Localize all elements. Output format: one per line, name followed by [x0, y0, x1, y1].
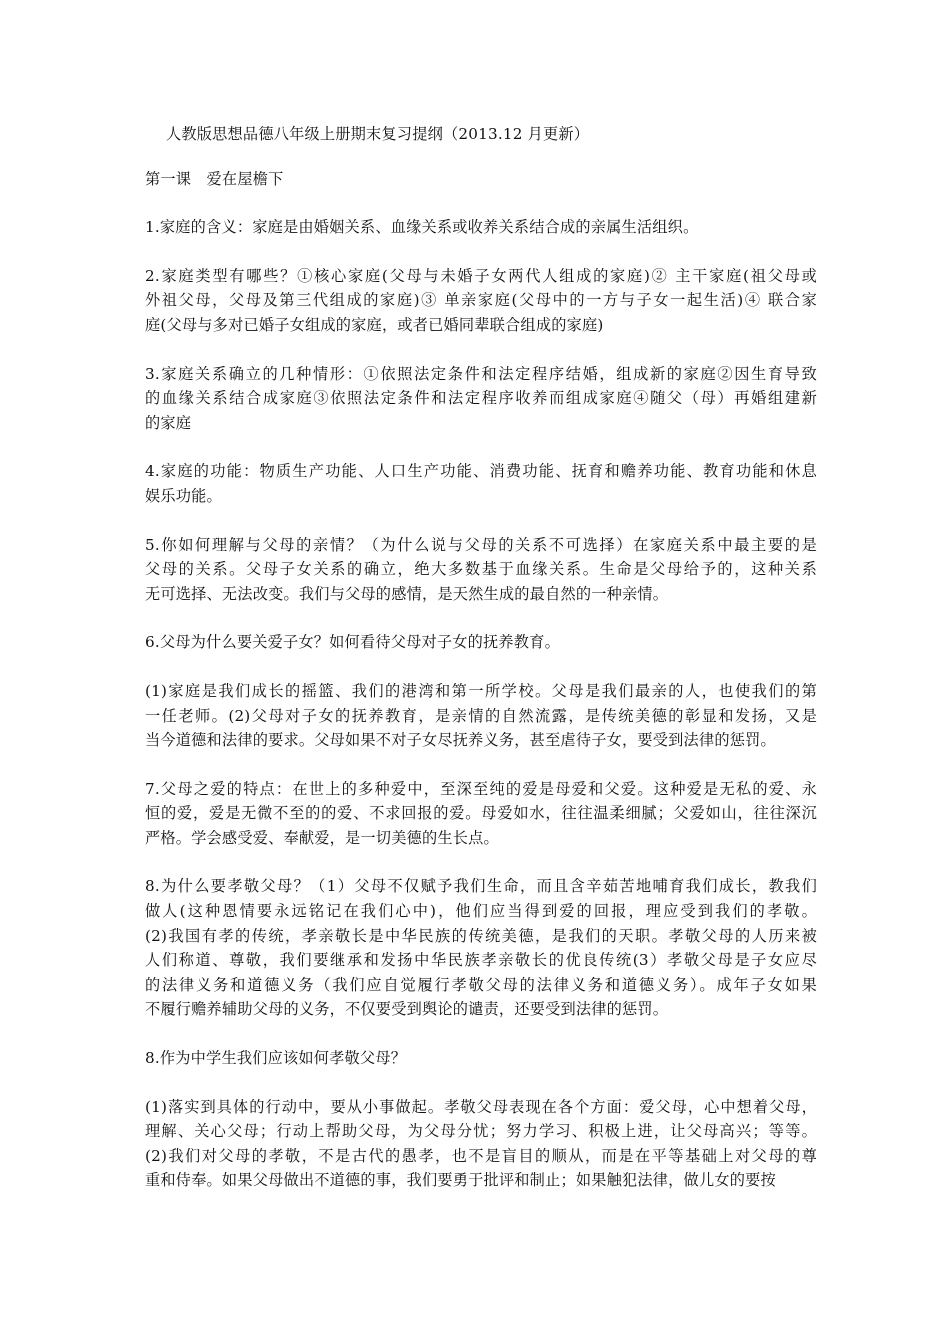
document-content — [145, 122, 817, 1193]
paragraph-line: 3.家庭关系确立的几种情形：①依照法定条件和法定程序结婚，组成新的家庭②因生育导致 — [145, 364, 817, 383]
paragraph — [145, 777, 817, 851]
paragraph-line: 8.为什么要孝敬父母？（1）父母不仅赋予我们生命，而且含辛茹苦地哺育我们成长，教我们 — [145, 877, 817, 896]
paragraph-line: 1.家庭的含义：家庭是由婚姻关系、血缘关系或收养关系结合成的亲属生活组织。 — [145, 218, 699, 237]
paragraph-line: 4.家庭的功能：物质生产功能、人口生产功能、消费功能、抚育和赡养功能、教育功能和休息 — [145, 462, 817, 481]
paragraph-line: 的血缘关系结合成家庭③依照法定条件和法定程序收养而组成家庭④随父（母）再婚组建新 — [145, 389, 817, 408]
paragraph-line: 恒的爱，爱是无微不至的的爱、不求回报的爱。母爱如水，往往温柔细腻；父爱如山，往往深沉 — [145, 804, 817, 823]
paragraph-line: 的家庭 — [145, 413, 192, 432]
paragraph — [145, 874, 817, 1022]
paragraph-line: 父母的关系。父母子女关系的确立，绝大多数基于血缘关系。生命是父母给予的，这种关系 — [145, 560, 817, 579]
paragraph-line: 当今道德和法律的要求。父母如果不对子女尽抚养义务，甚至虐待子女，要受到法律的惩罚。 — [145, 731, 776, 750]
paragraph-list — [145, 215, 817, 1193]
paragraph-line: 6.父母为什么要关爱子女？如何看待父母对子女的抚养教育。 — [145, 633, 560, 652]
paragraph-line: 重和侍奉。如果父母做出不道德的事，我们要勇于批评和制止；如果触犯法律，做儿女的要按 — [145, 1171, 776, 1190]
paragraph-line: 2.家庭类型有哪些？①核心家庭(父母与未婚子女两代人组成的家庭)② 主干家庭(祖父母或 — [145, 266, 817, 285]
paragraph-line: 的法律义务和道德义务（我们应自觉履行孝敬父母的法律义务和道德义务）。成年子女如果 — [145, 975, 817, 994]
paragraph-line: 8.作为中学生我们应该如何孝敬父母？ — [145, 1049, 407, 1068]
paragraph — [145, 362, 817, 436]
paragraph — [145, 1095, 817, 1193]
paragraph-line: 7.父母之爱的特点：在世上的多种爱中，至深至纯的爱是母爱和父爱。这种爱是无私的爱、永 — [145, 779, 817, 798]
paragraph — [145, 459, 817, 508]
paragraph-line: 外祖父母，父母及第三代组成的家庭)③ 单亲家庭(父母中的一方与子女一起生活)④ 联合家 — [145, 291, 817, 310]
paragraph-line: (2)我们对父母的孝敬，不是古代的愚孝，也不是盲目的顺从，而是在平等基础上对父母的尊 — [145, 1146, 817, 1165]
paragraph-line: 5.你如何理解与父母的亲情？（为什么说与父母的关系不可选择）在家庭关系中最主要的是 — [145, 535, 817, 554]
paragraph — [145, 215, 817, 240]
paragraph-line: 娱乐功能。 — [145, 486, 222, 505]
paragraph — [145, 630, 817, 655]
paragraph-line: 无可选择、无法改变。我们与父母的感情，是天然生成的最自然的一种亲情。 — [145, 584, 669, 603]
paragraph-line: 庭(父母与多对已婚子女组成的家庭，或者已婚同辈联合组成的家庭) — [145, 315, 604, 334]
paragraph — [145, 533, 817, 607]
paragraph — [145, 264, 817, 338]
paragraph-line: 人们称道、尊敬，我们要继承和发扬中华民族孝亲敬长的优良传统(3）孝敬父母是子女应尽 — [145, 951, 817, 970]
paragraph-line: 严格。学会感受爱、奉献爱，是一切美德的生长点。 — [145, 828, 499, 847]
paragraph-line: (2)我国有孝的传统，孝亲敬长是中华民族的传统美德，是我们的天职。孝敬父母的人历来被 — [145, 926, 817, 945]
paragraph — [145, 1046, 817, 1071]
paragraph-line: 理解、关心父母；行动上帮助父母，为父母分忧；努力学习、积极上进，让父母高兴；等等。 — [145, 1122, 817, 1141]
paragraph-line: (1)家庭是我们成长的摇篮、我们的港湾和第一所学校。父母是我们最亲的人，也使我们的第 — [145, 681, 817, 700]
paragraph-line: 一任老师。(2)父母对子女的抚养教育，是亲情的自然流露，是传统美德的彰显和发扬，又是 — [145, 706, 817, 725]
paragraph-line: 不履行赡养辅助父母的义务，不仅要受到舆论的谴责，还要受到法律的惩罚。 — [145, 1000, 669, 1019]
paragraph-line: 做人(这种恩情要永远铭记在我们心中)，他们应当得到爱的回报，理应受到我们的孝敬。 — [145, 902, 817, 921]
lesson-heading: 第一课 爱在屋檐下 — [145, 169, 284, 188]
paragraph-line: (1)落实到具体的行动中，要从小事做起。孝敬父母表现在各个方面：爱父母，心中想着父母， — [145, 1097, 817, 1116]
document-title: 人教版思想品德八年级上册期末复习提纲（2013.12 月更新） — [166, 125, 590, 143]
paragraph — [145, 679, 817, 753]
